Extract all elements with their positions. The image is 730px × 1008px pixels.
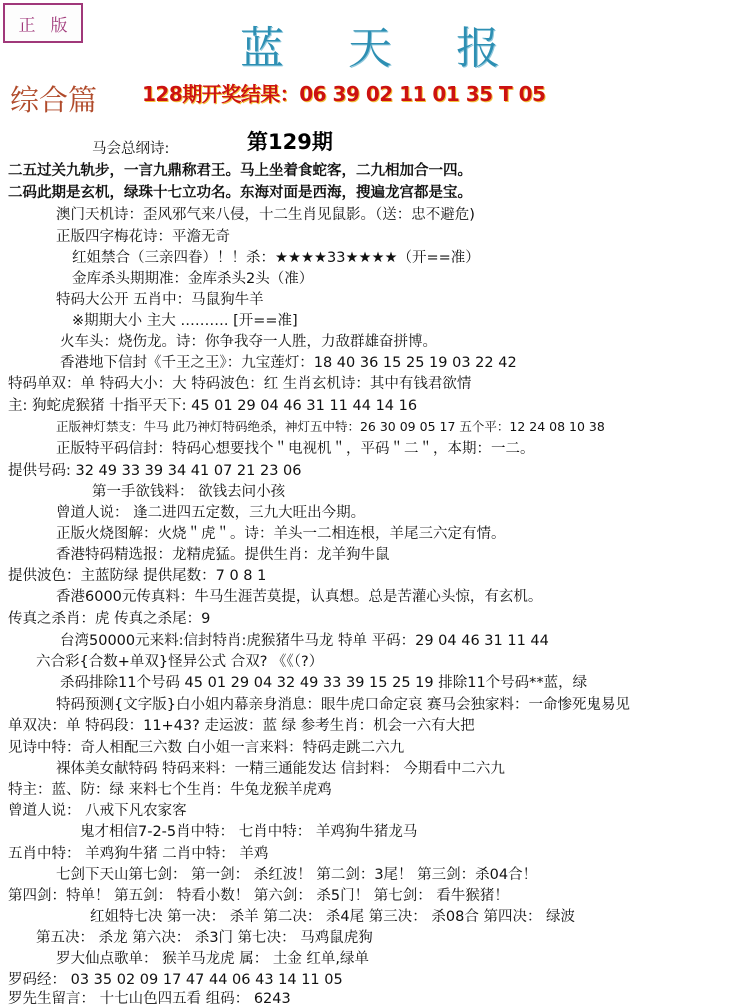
text-line: 台湾50000元来料:信封特肖:虎猴猪牛马龙 特单 平码：29 04 46 31 11 44 xyxy=(60,633,549,649)
text-line: ※期期大小 主大 ………. [开==准] xyxy=(72,313,298,329)
text-line: 正版特平码信封：特码心想要找个＂电视机＂，平码＂二＂，本期：一二。 xyxy=(56,441,535,457)
text-line: 传真之杀肖：虎 传真之杀尾：9 xyxy=(8,611,211,627)
text-line: 杀码排除11个号码 45 01 29 04 32 49 33 39 15 25 19 排除11个号码**蓝，绿 xyxy=(60,675,588,691)
text-line: 第一手欲钱料： 欲钱去问小孩 xyxy=(92,484,286,500)
title-char: 天 xyxy=(348,23,392,74)
text-line: 罗先生留言： 十七山色四五看 组码： 6243 xyxy=(8,991,291,1007)
text-line: 马会总纲诗: xyxy=(92,141,170,157)
text-line: 第五决： 杀龙 第六决： 杀3门 第七决： 马鸡鼠虎狗 xyxy=(36,930,373,946)
text-line: 正版四字梅花诗：平澹无奇 xyxy=(56,229,230,245)
text-line: 主: 狗蛇虎猴猪 十指平天下: 45 01 29 04 46 31 11 44 14 16 xyxy=(8,398,418,414)
text-line: 见诗中特：奇人相配三六数 白小姐一言来料：特码走跳二六九 xyxy=(8,740,405,756)
text-line: 红姐禁合（三亲四眷）！！杀：★★★★33★★★★（开==准） xyxy=(72,250,480,266)
title-char: 蓝 xyxy=(240,23,284,74)
section-title: 综合篇 xyxy=(10,83,98,117)
issue-number: 第129期 xyxy=(247,130,333,154)
text-line: 金库杀头期期准：金库杀头2头（准） xyxy=(72,271,314,287)
text-line: 罗码经： 03 35 02 09 17 47 44 06 43 14 11 05 xyxy=(8,972,343,988)
text-line: 香港6000元传真料：牛马生涯苦莫提，认真想。总是苦灌心头惊，有玄机。 xyxy=(56,589,543,605)
text-line: 曾道人说： 逢二进四五定数，三九大旺出今期。 xyxy=(56,505,366,521)
text-line: 香港地下信封《千王之王》：九宝莲灯：18 40 36 15 25 19 03 22 42 xyxy=(60,355,517,371)
text-line: 提供波色：主蓝防绿 提供尾数：7 0 8 1 xyxy=(8,568,267,584)
stamp-left-char: 正 xyxy=(18,15,36,36)
text-line: 提供号码: 32 49 33 39 34 41 07 21 23 06 xyxy=(8,463,302,479)
text-line: 特码单双：单 特码大小：大 特码波色：红 生肖玄机诗：其中有钱君欲情 xyxy=(8,376,472,392)
text-line: 第四剑：特单！ 第五剑： 特看小数！ 第六剑： 杀5门！ 第七剑： 看牛猴猪！ xyxy=(8,888,509,904)
text-line: 特码大公开 五肖中：马鼠狗牛羊 xyxy=(56,292,264,308)
text-line: 特码预测{文字版}白小姐内幕亲身消息：眼牛虎口命定哀 赛马会独家料：一命惨死鬼易见 xyxy=(56,697,631,713)
text-line: 香港特码精选报：龙精虎猛。提供生肖：龙羊狗牛鼠 xyxy=(56,547,390,563)
stamp-right-char: 版 xyxy=(50,15,68,36)
text-line: 特主：蓝、防：绿 来料七个生肖：牛兔龙猴羊虎鸡 xyxy=(8,782,332,798)
text-line: 六合彩{合数+单双}怪异公式 合双? 《《（?） xyxy=(36,654,324,670)
text-line: 火车头：烧伤龙。诗：你争我夺一人胜，力敌群雄奋拼博。 xyxy=(60,334,437,350)
text-line: 五肖中特： 羊鸡狗牛猪 二肖中特： 羊鸡 xyxy=(8,846,269,862)
text-line: 单双决：单 特码段：11+43? 走运波：蓝 绿 参考生肖：机会一六有大把 xyxy=(8,718,475,734)
newspaper-title xyxy=(240,12,500,74)
text-line: 二五过关九轨步，一言九鼎称君王。马上坐着食蛇客，二九相加合一四。 xyxy=(8,163,472,179)
text-line: 二码此期是玄机，绿珠十七立功名。东海对面是西海，搜遍龙宫都是宝。 xyxy=(8,185,472,201)
text-line: 红姐特七决 第一决： 杀羊 第二决： 杀4尾 第三决： 杀08合 第四决： 绿波 xyxy=(90,909,576,925)
text-line: 罗大仙点歌单： 猴羊马龙虎 属： 土金 红单,绿单 xyxy=(56,951,370,967)
genuine-edition-stamp xyxy=(3,3,83,43)
text-line: 正版火烧图解：火烧＂虎＂。诗：羊头一二相连根，羊尾三六定有情。 xyxy=(56,526,506,542)
text-line: 鬼才相信7-2-5肖中特： 七肖中特： 羊鸡狗牛猪龙马 xyxy=(80,824,418,840)
title-char: 报 xyxy=(456,23,500,74)
draw-result-banner: 128期开奖结果：06 39 02 11 01 35 T 05 xyxy=(142,82,546,106)
text-line: 七剑下天山第七剑： 第一剑： 杀红波！ 第二剑：3尾！ 第三剑：杀04合！ xyxy=(56,867,538,883)
text-line: 澳门天机诗：歪风邪气来八侵，十二生肖见鼠影。（送：忠不避危) xyxy=(56,207,475,223)
text-line: 曾道人说： 八戒下凡农家客 xyxy=(8,803,187,819)
text-line: 裸体美女献特码 特码来料：一精三通能发达 信封料： 今期看中二六九 xyxy=(56,761,505,777)
text-line: 正版神灯禁支：牛马 此乃神灯特码绝杀，神灯五中特：26 30 09 05 17 五个平：12 24 08 10 38 xyxy=(56,419,605,434)
